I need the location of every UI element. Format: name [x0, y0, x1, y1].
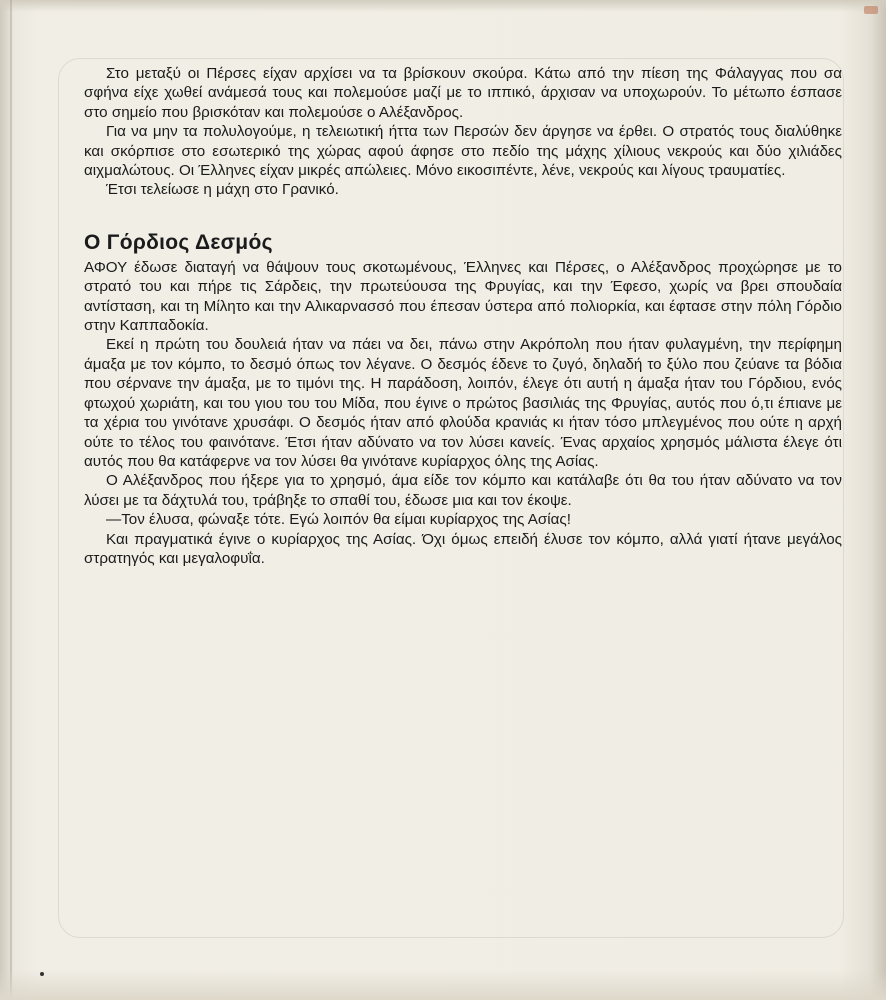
paragraph: Εκεί η πρώτη του δουλειά ήταν να πάει να δει, πάνω στην Ακρόπολη που ήταν φυλαγμένη, την περίφημη άμαξα με τον κόμπο, το δεσμό όπως τον λέγανε. Ο δεσμός έδενε το ζυγό, δηλαδή το ξύλο που ζεύανε τα βόδια που σέρνανε την άμαξα, με το τιμόνι της. Η παράδοση, λοιπόν, έλεγε ότι αυτή η άμαξα ήταν του Γόρδιου, ενός φτωχού χωριάτη, και του γιου του του Μίδα, που έγινε ο πρώτος βασιλιάς της Φρυγίας, αυτός που ό,τι έπιανε με τα χέρια του γινότανε χρυσάφι. Ο δεσμός ήταν από φλούδα κρανιάς κι ήταν τόσο μπλεγμένος που ούτε η αρχή ούτε το τέλος του φαινότανε. Έτσι ήταν αδύνατο να τον λύσει κανείς. Ένας αρχαίος χρησμός μάλιστα έλεγε ότι αυτός που θα κατάφερνε να τον λύσει θα γινότανε κυρίαρχος όλης της Ασίας. — [84, 336, 842, 470]
section-heading: Ο Γόρδιος Δεσμός — [84, 230, 273, 254]
paragraph: Έτσι τελείωσε η μάχη στο Γρανικό. — [106, 181, 339, 199]
paragraph: Στο μεταξύ οι Πέρσες είχαν αρχίσει να τα βρίσκουν σκούρα. Κάτω από την πίεση της Φάλαγγας που σα σφήνα είχε χωθεί ανάμεσά τους και πολεμούσε μαζί με το ιππικό, άρχισαν να υποχωρούν. Το μέτωπο έσπασε στο σημείο που βρισκόταν και πολεμούσε ο Αλέξανδρος. — [84, 65, 842, 121]
paragraph: ΑΦΟΥ έδωσε διαταγή να θάψουν τους σκοτωμένους, Έλληνες και Πέρσες, ο Αλέξανδρος προχώρησε με το στρατό του και πήρε τις Σάρδεις, την πρωτεύουσα της Φρυγίας, και την Έφεσο, χωρίς να βρει σπουδαία αντίσταση, και τη Μίλητο και την Αλικαρνασσό που έπεσαν ύστερα από πολιορκία, και έφτασε στην πόλη Γόρδιο στην Καππαδοκία. — [84, 258, 842, 335]
paragraph: Για να μην τα πολυλογούμε, η τελειωτική ήττα των Περσών δεν άργησε να έρθει. Ο στρατός τους διαλύθηκε και σκόρπισε στο εσωτερικό της χώρας αφού άφησε στο πεδίο της μάχης χίλιους νεκρούς και δύο χιλιάδες αιχμαλώτους. Οι Έλληνες είχαν μικρές απώλειες. Μόνο εικοσιπέντε, λένε, νεκρούς και λίγους τραυματίες. — [84, 123, 842, 180]
corner-tape-mark — [864, 6, 878, 14]
paragraph: Ο Αλέξανδρος που ήξερε για το χρησμό, άμα είδε τον κόμπο και κατάλαβε ότι θα του ήταν αδύνατο να τον λύσει με τα δάχτυλά του, τράβηξε το σπαθί του, έδωσε μια και τον έκοψε. — [84, 472, 842, 509]
ink-dot — [40, 972, 44, 976]
dialogue-line: —Τον έλυσα, φώναξε τότε. Εγώ λοιπόν θα είμαι κυρίαρχος της Ασίας! — [106, 511, 571, 529]
text-column — [84, 64, 842, 568]
page-top-shadow — [0, 0, 886, 12]
page-bottom-shadow — [0, 970, 886, 1000]
paragraph: Και πραγματικά έγινε ο κυρίαρχος της Ασίας. Όχι όμως επειδή έλυσε τον κόμπο, αλλά γιατί ήτανε μεγάλος στρατηγός και μεγαλοφυΐα. — [84, 530, 842, 567]
binding-edge — [10, 0, 12, 1000]
